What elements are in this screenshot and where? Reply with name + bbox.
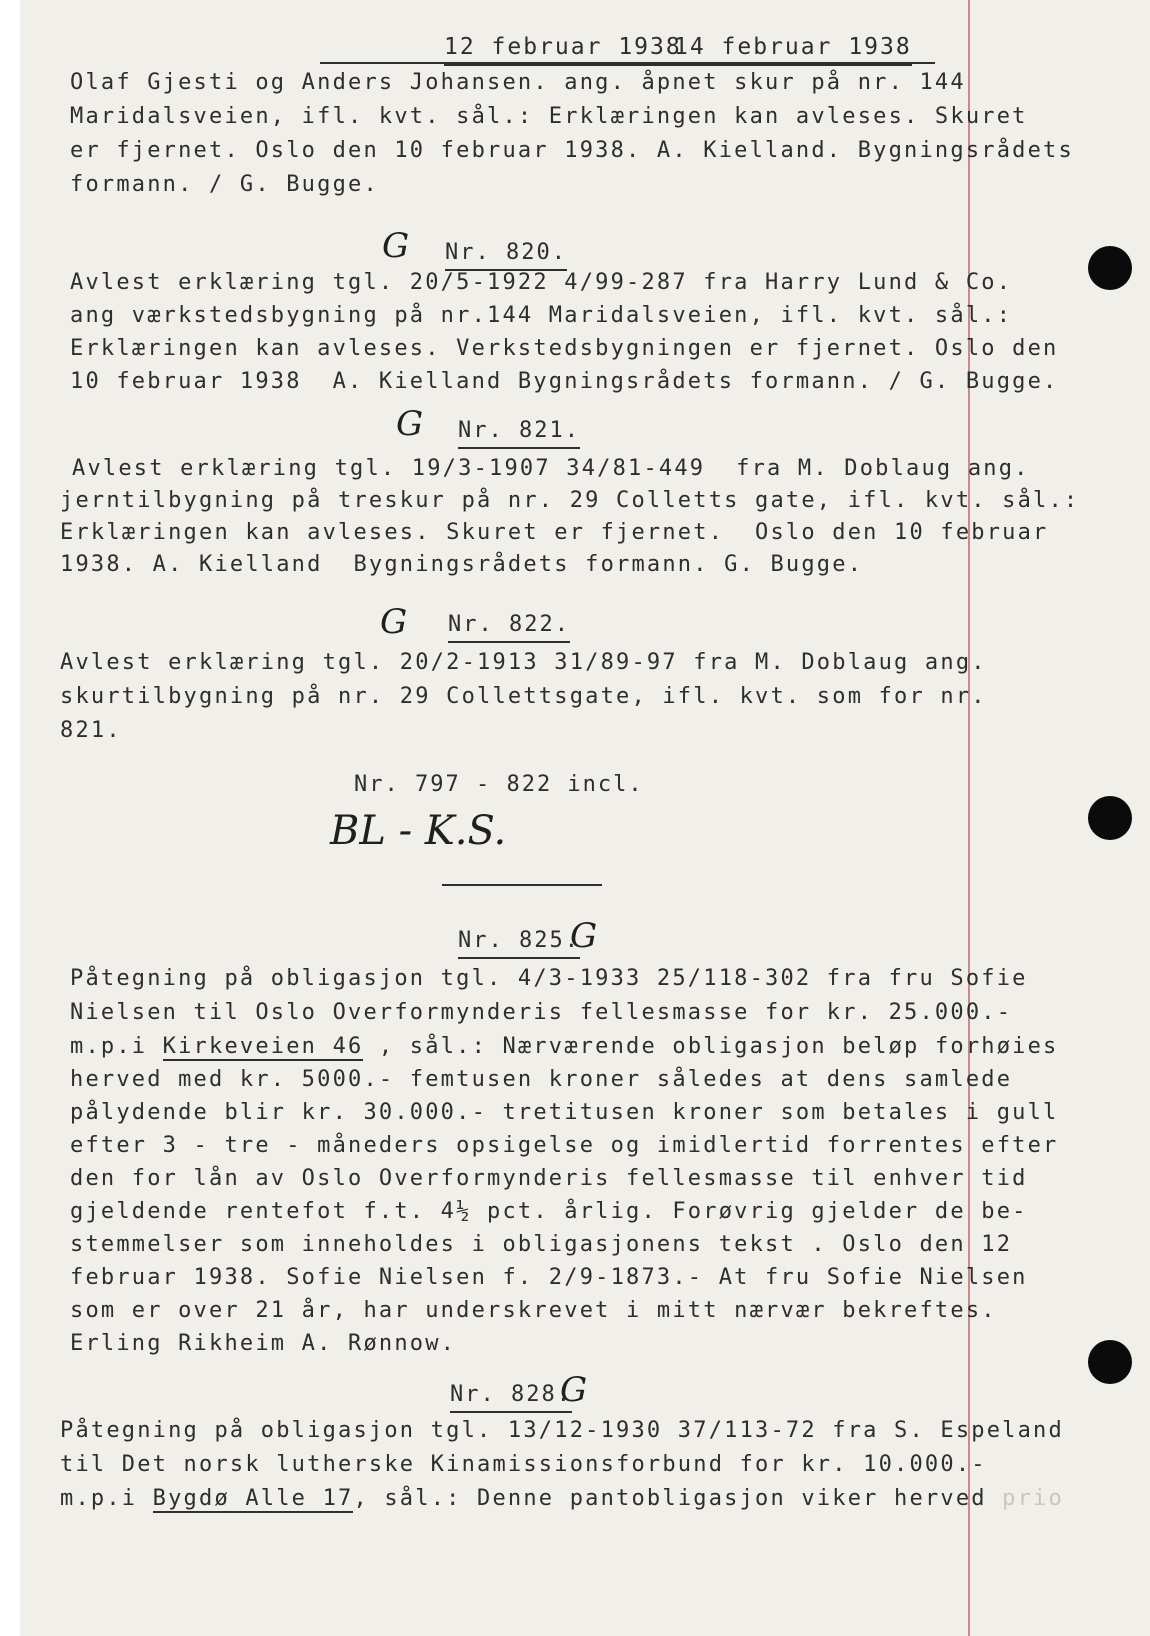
entry-number: Nr. 822. — [448, 612, 570, 643]
entry-line: 1938. A. Kielland Bygningsrådets formann. G. Bugge. — [60, 552, 864, 577]
entry-line: som er over 21 år, har underskrevet i mitt nærvær bekreftes. — [70, 1298, 997, 1323]
entry-line — [70, 1034, 1059, 1060]
entry-line: Påtegning på obligasjon tgl. 13/12-1930 37/113-72 fra S. Espeland — [60, 1418, 1064, 1443]
handwritten-mark: G — [380, 602, 408, 642]
entry-line: stemmelser som inneholdes i obligasjonens tekst . Oslo den 12 — [70, 1232, 1013, 1257]
entry-line: 10 februar 1938 A. Kielland Bygningsrådets formann. / G. Bugge. — [70, 369, 1059, 394]
summary-rule — [442, 884, 602, 886]
entry-line: pålydende blir kr. 30.000.- tretitusen kroner som betales i gull — [70, 1100, 1059, 1125]
entry-line: Avlest erklæring tgl. 20/2-1913 31/89-97 fra M. Doblaug ang. — [60, 650, 987, 675]
date-right: 14 februar 1938 — [674, 34, 912, 66]
entry-line: til Det norsk lutherske Kinamissionsforbund for kr. 10.000.- — [60, 1452, 987, 1477]
punch-hole — [1088, 796, 1132, 840]
entry-top-line: Maridalsveien, ifl. kvt. sål.: Erklæringen kan avleses. Skuret — [70, 104, 1028, 129]
punch-hole — [1088, 1340, 1132, 1384]
entry-line — [60, 1486, 1064, 1512]
handwritten-mark: G — [560, 1370, 588, 1410]
handwritten-initials: BL - K.S. — [330, 808, 507, 854]
entry-line: skurtilbygning på nr. 29 Collettsgate, ifl. kvt. som for nr. — [60, 684, 987, 709]
date-left: 12 februar 1938 — [444, 34, 682, 66]
entry-line: Erklæringen kan avleses. Skuret er fjernet. Oslo den 10 februar — [60, 520, 1049, 545]
entry-number: Nr. 821. — [458, 418, 580, 449]
address: Bygdø Alle 17 — [152, 1486, 354, 1511]
entry-line: jerntilbygning på treskur på nr. 29 Colletts gate, ifl. kvt. sål.: — [60, 488, 1080, 513]
entry-number: Nr. 825. — [458, 928, 580, 959]
entry-line: Avlest erklæring tgl. 20/5-1922 4/99-287 fra Harry Lund & Co. — [70, 270, 1013, 295]
margin-rule — [968, 0, 970, 1636]
document-page — [20, 0, 1150, 1636]
entry-line: februar 1938. Sofie Nielsen f. 2/9-1873.- At fru Sofie Nielsen — [70, 1265, 1028, 1290]
entry-line: herved med kr. 5000.- femtusen kroner således at dens samlede — [70, 1067, 1013, 1092]
handwritten-mark: G — [570, 916, 598, 956]
handwritten-mark: G — [396, 404, 424, 444]
entry-top-line: formann. / G. Bugge. — [70, 172, 379, 197]
entry-line: Erling Rikheim A. Rønnow. — [70, 1331, 457, 1356]
entry-line: efter 3 - tre - måneders opsigelse og imidlertid forrentes efter — [70, 1133, 1059, 1158]
entry-number: Nr. 820. — [445, 240, 567, 271]
entry-line: Nielsen til Oslo Overformynderis fellesmasse for kr. 25.000.- — [70, 1000, 1013, 1025]
handwritten-mark: G — [382, 226, 410, 266]
entry-line-suffix: , sål.: Nærværende obligasjon beløp forhøies — [363, 1034, 1059, 1059]
entry-line: gjeldende rentefot f.t. 4½ pct. årlig. Forøvrig gjelder de be- — [70, 1199, 1028, 1224]
entry-number: Nr. 828. — [450, 1382, 572, 1413]
entry-line-prefix: m.p.i — [60, 1486, 153, 1511]
entry-line: ang værkstedsbygning på nr.144 Maridalsveien, ifl. kvt. sål.: — [70, 303, 1013, 328]
address: Kirkeveien 46 — [162, 1034, 364, 1059]
punch-hole — [1088, 246, 1132, 290]
entry-line: Avlest erklæring tgl. 19/3-1907 34/81-449 fra M. Doblaug ang. — [72, 456, 1030, 481]
entry-line: 821. — [60, 718, 122, 743]
entry-line: Erklæringen kan avleses. Verkstedsbygningen er fjernet. Oslo den — [70, 336, 1059, 361]
header-rule — [320, 62, 935, 64]
summary-range: Nr. 797 - 822 incl. — [354, 772, 644, 797]
entry-line: den for lån av Oslo Overformynderis fellesmasse til enhver tid — [70, 1166, 1028, 1191]
faded-text: prio — [986, 1486, 1064, 1511]
entry-top-line: er fjernet. Oslo den 10 februar 1938. A. Kielland. Bygningsrådets — [70, 138, 1074, 163]
entry-line-suffix: , sål.: Denne pantobligasjon viker herved — [353, 1486, 987, 1511]
entry-line-prefix: m.p.i — [70, 1034, 163, 1059]
entry-line: Påtegning på obligasjon tgl. 4/3-1933 25/118-302 fra fru Sofie — [70, 966, 1028, 991]
entry-top-line: Olaf Gjesti og Anders Johansen. ang. åpnet skur på nr. 144 — [70, 70, 966, 95]
